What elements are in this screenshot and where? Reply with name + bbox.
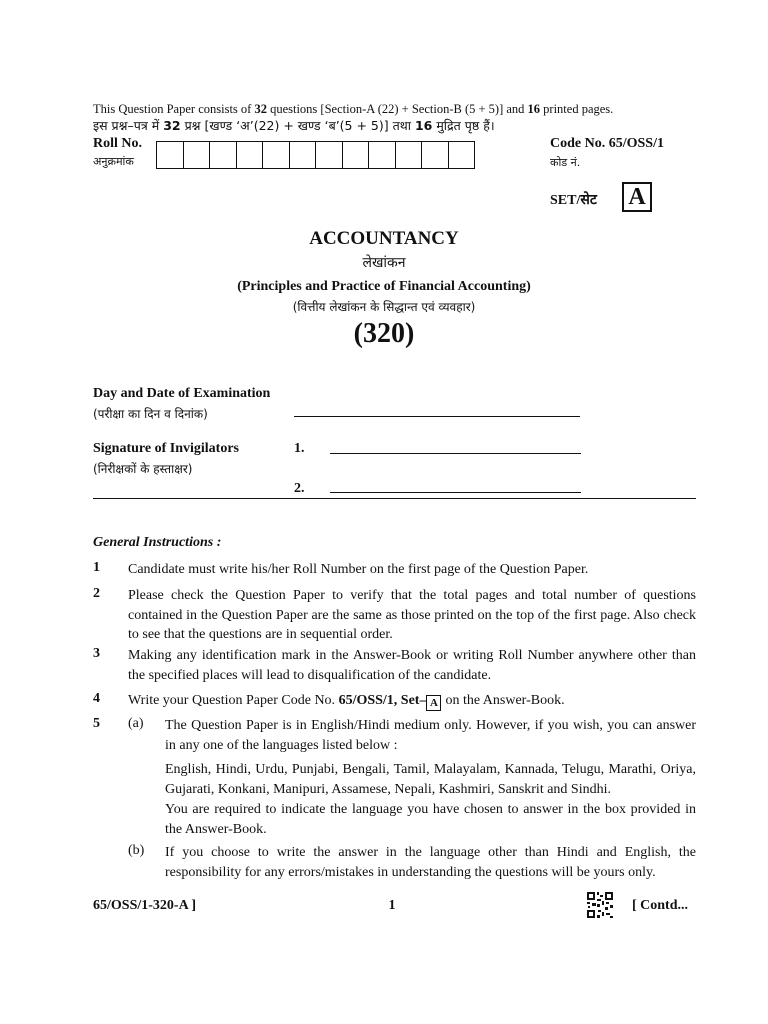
instruction-number: 1 (93, 560, 100, 575)
roll-number-box[interactable] (184, 141, 211, 169)
instruction-text: Please check the Question Paper to verify that the total pages and total number of questions contained in the Question Paper are the same as those printed on the top of the first page. Also check to see that the questions are in sequential order. (128, 588, 696, 642)
roll-number-box[interactable] (263, 141, 290, 169)
subject-subtitle-hindi: (वित्तीय लेखांकन के सिद्धान्त एवं व्यवहार) (292, 300, 476, 314)
sub-instruction-label: (a) (128, 716, 144, 731)
section-divider (93, 498, 696, 499)
subject-title: ACCOUNTANCY (309, 228, 459, 249)
sub-instruction-text: If you choose to write the answer in the language other than Hindi and English, the responsibility for any errors/mistakes in understanding the questions will be yours only. (165, 845, 696, 880)
roll-number-box[interactable] (157, 141, 184, 169)
code-number-label: Code No. 65/OSS/1 (550, 136, 664, 151)
summary-text: इस प्रश्न–पत्र में (93, 118, 164, 133)
instruction-text-part: on the Answer-Book. (445, 693, 565, 708)
signature-1-number: 1. (294, 441, 305, 456)
page-count: 16 (414, 118, 433, 133)
roll-number-box[interactable] (396, 141, 423, 169)
roll-number-box[interactable] (237, 141, 264, 169)
roll-number-box[interactable] (369, 141, 396, 169)
roll-number-box[interactable] (210, 141, 237, 169)
roll-number-box[interactable] (449, 141, 476, 169)
sub-instruction-text: The Question Paper is in English/Hindi medium only. However, if you wish, you can answer in any one of the languages listed below : (165, 718, 696, 753)
summary-text: प्रश्न [खण्ड ‘अ’(22) + खण्ड ‘ब’(5 + 5)] तथा (180, 118, 415, 133)
instruction-number: 5 (93, 716, 100, 731)
invigilator-signature-label: Signature of Invigilators (93, 441, 239, 456)
summary-text: questions [Section-A (22) + Section-B (5 + 5)] and (266, 102, 528, 116)
signature-1-field[interactable] (330, 453, 581, 454)
roll-number-box[interactable] (290, 141, 317, 169)
paper-summary-hindi (93, 117, 495, 134)
invigilator-signature-label-hindi: (निरीक्षकों के हस्ताक्षर) (93, 462, 193, 476)
summary-text: This Question Paper consists of (93, 102, 255, 116)
question-count: 32 (163, 118, 181, 133)
instruction-text (128, 691, 696, 711)
page-number: 1 (388, 898, 396, 913)
set-box: A (622, 182, 652, 212)
summary-text: मुद्रित पृष्ठ हैं। (432, 118, 495, 133)
subject-code: (320) (353, 318, 415, 349)
exam-date-label: Day and Date of Examination (93, 386, 271, 401)
code-number-label-hindi: कोड नं. (550, 156, 581, 169)
continued-label: [ Contd... (632, 898, 689, 913)
roll-number-box[interactable] (316, 141, 343, 169)
paper-code: 65/OSS/1, Set– (338, 693, 427, 708)
roll-number-boxes[interactable] (156, 141, 475, 169)
paper-summary-english (93, 102, 613, 117)
roll-number-label-hindi: अनुक्रमांक (93, 155, 134, 168)
subject-title-hindi: लेखांकन (362, 255, 406, 271)
set-inline-box: A (426, 695, 441, 711)
exam-date-label-hindi: (परीक्षा का दिन व दिनांक) (93, 407, 208, 421)
footer-paper-code: 65/OSS/1-320-A ] (93, 898, 197, 913)
instruction-number: 3 (93, 646, 100, 661)
instruction-text-part: Write your Question Paper Code No. (128, 693, 339, 708)
sub-instruction-label: (b) (128, 843, 145, 858)
sub-instruction-text: You are required to indicate the language you have chosen to answer in the box provided in the Answer-Book. (165, 802, 696, 837)
instructions-heading: General Instructions : (93, 535, 222, 550)
instruction-text: Making any identification mark in the Answer-Book or writing Roll Number anywhere other than the specified places will lead to disqualification of the candidate. (128, 648, 696, 683)
set-label: SET/सेट (550, 193, 597, 208)
roll-number-box[interactable] (422, 141, 449, 169)
qr-code-icon (586, 891, 614, 919)
instruction-number: 2 (93, 586, 100, 601)
instruction-number: 4 (93, 691, 100, 706)
page-count: 16 (527, 102, 541, 116)
exam-date-field[interactable] (294, 416, 580, 417)
summary-text: printed pages. (540, 102, 614, 116)
instruction-text: Candidate must write his/her Roll Number on the first page of the Question Paper. (128, 562, 589, 577)
signature-2-number: 2. (294, 481, 305, 496)
languages-list: English, Hindi, Urdu, Punjabi, Bengali, Tamil, Malayalam, Kannada, Telugu, Marathi, Oriya, Gujarati, Konkani, Manipuri, Assamese, Nepali, Kashmiri, Sanskrit and Sindhi. (165, 762, 696, 797)
signature-2-field[interactable] (330, 492, 581, 493)
roll-number-box[interactable] (343, 141, 370, 169)
roll-number-label: Roll No. (93, 136, 142, 151)
subject-subtitle: (Principles and Practice of Financial Accounting) (237, 279, 531, 294)
question-count: 32 (254, 102, 267, 116)
